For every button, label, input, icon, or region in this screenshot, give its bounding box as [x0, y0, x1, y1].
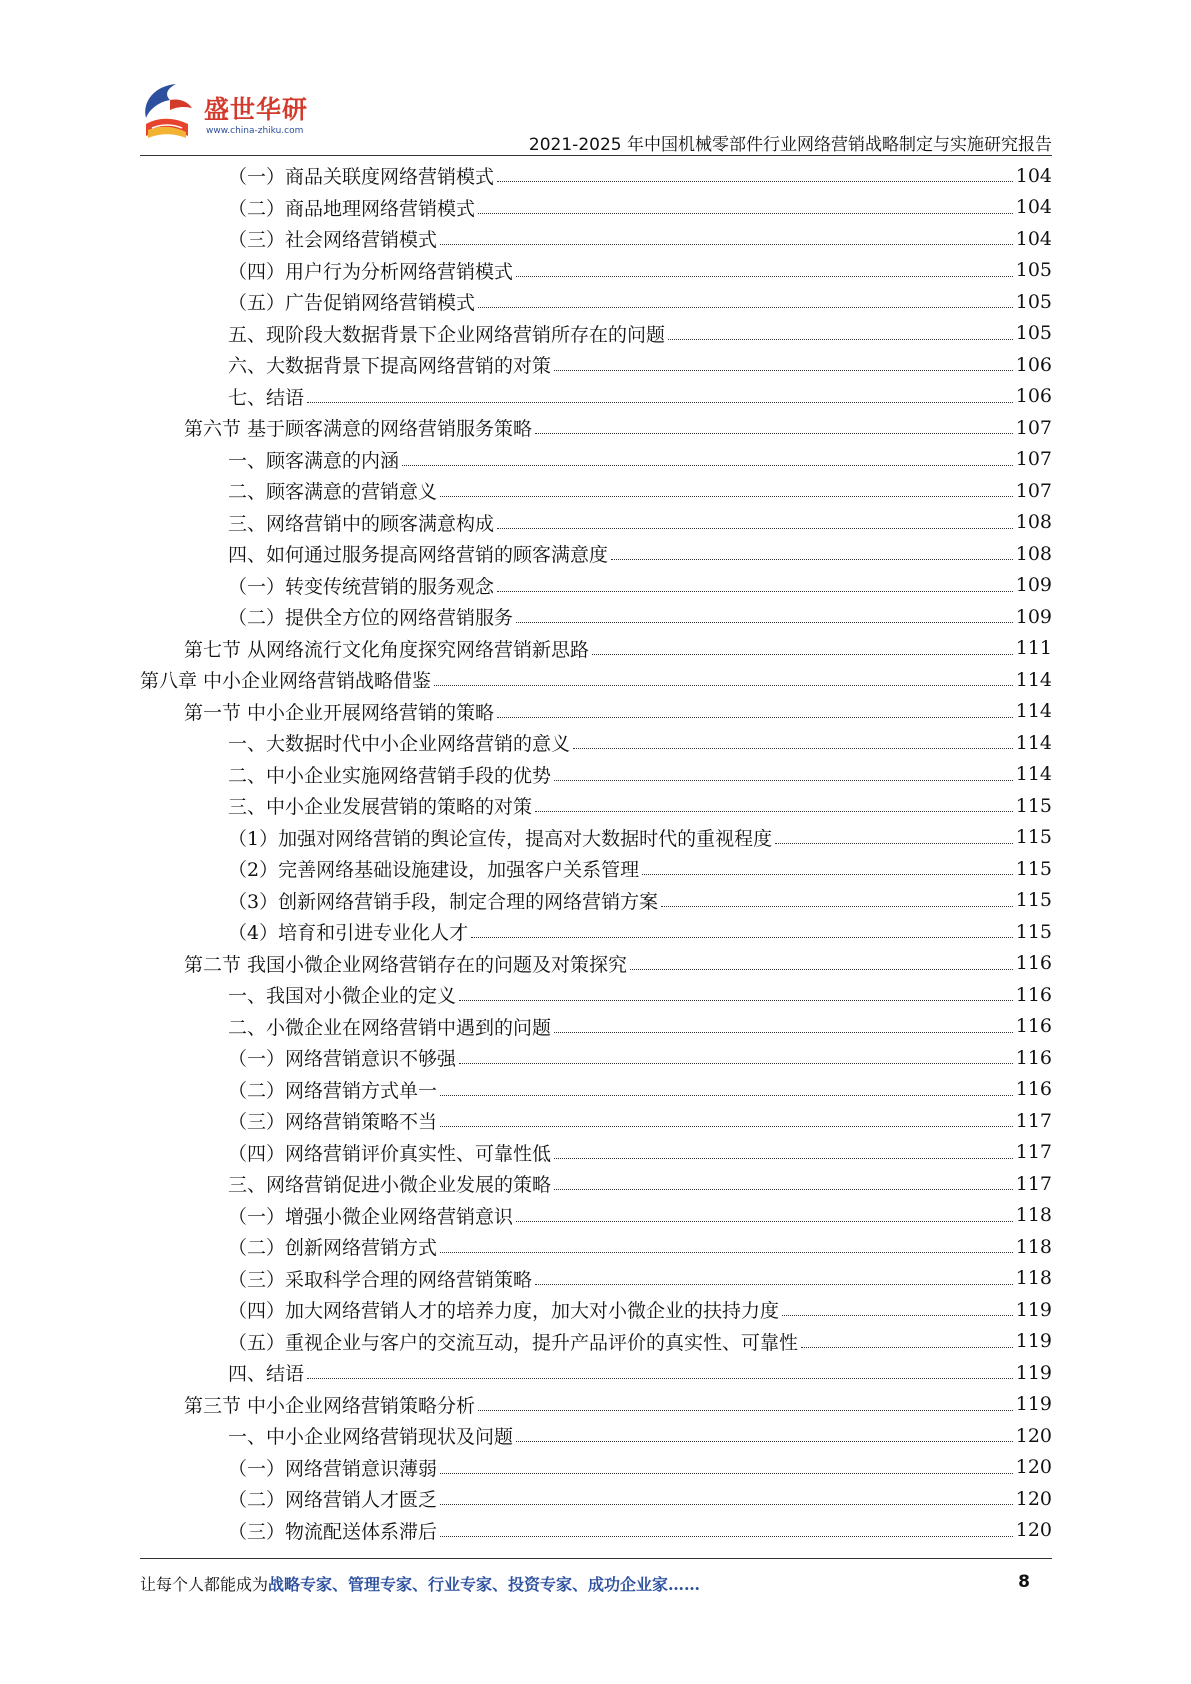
- toc-entry-title: （三）物流配送体系滞后: [228, 1520, 438, 1543]
- toc-entry-title: 第八章 中小企业网络营销战略借鉴: [140, 670, 432, 693]
- toc-dot-leader: [554, 1189, 1013, 1190]
- toc-entry[interactable]: [140, 601, 1052, 633]
- toc-entry-page: 109: [1015, 574, 1052, 597]
- toc-entry[interactable]: [140, 318, 1052, 350]
- toc-entry-title: （一）网络营销意识薄弱: [228, 1457, 438, 1480]
- toc-entry-page: 119: [1015, 1361, 1052, 1384]
- toc-entry-title: 四、如何通过服务提高网络营销的顾客满意度: [228, 544, 609, 567]
- toc-entry[interactable]: [140, 1231, 1052, 1263]
- toc-entry-page: 120: [1015, 1487, 1052, 1510]
- toc-dot-leader: [775, 843, 1013, 844]
- toc-dot-leader: [554, 1158, 1013, 1159]
- toc-entry[interactable]: [140, 885, 1052, 917]
- toc-entry-page: 106: [1015, 385, 1052, 408]
- toc-entry-title: （四）用户行为分析网络营销模式: [228, 260, 514, 283]
- toc-entry-page: 117: [1015, 1141, 1052, 1164]
- toc-entry-page: 106: [1015, 353, 1052, 376]
- toc-entry[interactable]: [140, 1074, 1052, 1106]
- toc-entry[interactable]: [140, 664, 1052, 696]
- toc-entry-title: （三）网络营销策略不当: [228, 1111, 438, 1134]
- toc-dot-leader: [307, 402, 1013, 403]
- toc-entry-page: 104: [1015, 196, 1052, 219]
- toc-entry[interactable]: [140, 1326, 1052, 1358]
- toc-entry-title: （2）完善网络基础设施建设，加强客户关系管理: [228, 859, 640, 882]
- toc-entry-page: 120: [1015, 1424, 1052, 1447]
- toc-dot-leader: [516, 1221, 1013, 1222]
- toc-entry-page: 108: [1015, 511, 1052, 534]
- toc-dot-leader: [440, 1252, 1013, 1253]
- toc-dot-leader: [440, 1504, 1013, 1505]
- toc-entry-page: 111: [1015, 637, 1052, 660]
- toc-entry-page: 117: [1015, 1172, 1052, 1195]
- toc-entry[interactable]: [140, 1011, 1052, 1043]
- toc-dot-leader: [611, 559, 1013, 560]
- header-rule: [140, 155, 1052, 156]
- toc-entry-title: （三）社会网络营销模式: [228, 229, 438, 252]
- toc-entry-page: 120: [1015, 1456, 1052, 1479]
- toc-dot-leader: [554, 1032, 1013, 1033]
- toc-entry-page: 107: [1015, 479, 1052, 502]
- toc-entry-title: （二）提供全方位的网络营销服务: [228, 607, 514, 630]
- toc-entry-page: 109: [1015, 605, 1052, 628]
- toc-dot-leader: [459, 1000, 1013, 1001]
- toc-dot-leader: [471, 937, 1013, 938]
- toc-dot-leader: [440, 1095, 1013, 1096]
- toc-entry[interactable]: [140, 1042, 1052, 1074]
- toc-entry-page: 108: [1015, 542, 1052, 565]
- toc-entry-page: 116: [1015, 1046, 1052, 1069]
- toc-entry[interactable]: [140, 192, 1052, 224]
- toc-entry-title: 七、结语: [228, 386, 305, 409]
- toc-entry-page: 119: [1015, 1330, 1052, 1353]
- toc-entry-page: 115: [1015, 794, 1052, 817]
- toc-dot-leader: [402, 465, 1013, 466]
- toc-dot-leader: [440, 244, 1013, 245]
- toc-dot-leader: [478, 307, 1013, 308]
- toc-entry-page: 115: [1015, 826, 1052, 849]
- toc-entry[interactable]: [140, 1515, 1052, 1547]
- toc-dot-leader: [440, 1473, 1013, 1474]
- toc-entry-title: 第六节 基于顾客满意的网络营销服务策略: [184, 418, 533, 441]
- toc-entry[interactable]: [140, 1200, 1052, 1232]
- toc-dot-leader: [642, 874, 1013, 875]
- toc-entry-page: 104: [1015, 227, 1052, 250]
- toc-entry-page: 116: [1015, 1015, 1052, 1038]
- toc-entry-title: 二、小微企业在网络营销中遇到的问题: [228, 1016, 552, 1039]
- toc-dot-leader: [554, 370, 1013, 371]
- toc-entry[interactable]: [140, 1452, 1052, 1484]
- toc-dot-leader: [434, 685, 1013, 686]
- toc-entry-title: 六、大数据背景下提高网络营销的对策: [228, 355, 552, 378]
- toc-entry-page: 116: [1015, 983, 1052, 1006]
- toc-entry-page: 105: [1015, 322, 1052, 345]
- toc-entry-title: 三、中小企业发展营销的策略的对策: [228, 796, 533, 819]
- slogan-prefix: 让每个人都能成为: [140, 1575, 269, 1594]
- toc-dot-leader: [535, 433, 1013, 434]
- toc-entry[interactable]: [140, 1389, 1052, 1421]
- toc-entry[interactable]: [140, 538, 1052, 570]
- toc-entry-title: 一、中小企业网络营销现状及问题: [228, 1426, 514, 1449]
- toc-dot-leader: [497, 717, 1013, 718]
- slogan-emphasis: 战略专家、管理专家、行业专家、投资专家、成功企业家……: [268, 1575, 701, 1594]
- toc-entry[interactable]: [140, 507, 1052, 539]
- toc-entry-title: （二）商品地理网络营销模式: [228, 197, 476, 220]
- toc-entry[interactable]: [140, 381, 1052, 413]
- toc-entry-page: 119: [1015, 1298, 1052, 1321]
- page-number: 8: [1018, 1572, 1030, 1592]
- toc-entry-page: 120: [1015, 1519, 1052, 1542]
- toc-entry[interactable]: [140, 349, 1052, 381]
- toc-entry-page: 118: [1015, 1204, 1052, 1227]
- toc-entry-title: （一）增强小微企业网络营销意识: [228, 1205, 514, 1228]
- toc-entry[interactable]: [140, 1483, 1052, 1515]
- toc-dot-leader: [440, 496, 1013, 497]
- toc-dot-leader: [668, 339, 1013, 340]
- footer-rule: [140, 1558, 1052, 1559]
- toc-dot-leader: [516, 1441, 1013, 1442]
- toc-entry-page: 114: [1015, 731, 1052, 754]
- toc-entry[interactable]: [140, 160, 1052, 192]
- page-header: [140, 80, 1052, 156]
- toc-dot-leader: [535, 1284, 1013, 1285]
- toc-entry-page: 107: [1015, 448, 1052, 471]
- toc-entry[interactable]: [140, 412, 1052, 444]
- toc-dot-leader: [478, 213, 1013, 214]
- toc-dot-leader: [516, 622, 1013, 623]
- toc-entry-title: 一、我国对小微企业的定义: [228, 985, 457, 1008]
- toc-dot-leader: [630, 969, 1013, 970]
- toc-dot-leader: [307, 1378, 1013, 1379]
- toc-entry-title: （五）广告促销网络营销模式: [228, 292, 476, 315]
- toc-dot-leader: [661, 906, 1013, 907]
- toc-entry[interactable]: [140, 916, 1052, 948]
- toc-entry-title: 五、现阶段大数据背景下企业网络营销所存在的问题: [228, 323, 666, 346]
- toc-entry-page: 116: [1015, 1078, 1052, 1101]
- toc-dot-leader: [535, 811, 1013, 812]
- toc-dot-leader: [801, 1347, 1013, 1348]
- brand-site: www.china-zhiku.com: [206, 126, 304, 136]
- toc-entry[interactable]: [140, 286, 1052, 318]
- toc-entry-title: 一、大数据时代中小企业网络营销的意义: [228, 733, 571, 756]
- toc-dot-leader: [516, 276, 1013, 277]
- toc-entry-title: （三）采取科学合理的网络营销策略: [228, 1268, 533, 1291]
- toc-entry[interactable]: [140, 1168, 1052, 1200]
- toc-entry-page: 115: [1015, 920, 1052, 943]
- toc-entry[interactable]: [140, 1105, 1052, 1137]
- toc-dot-leader: [478, 1410, 1013, 1411]
- toc-entry-page: 118: [1015, 1235, 1052, 1258]
- toc-entry[interactable]: [140, 255, 1052, 287]
- toc-entry-page: 114: [1015, 763, 1052, 786]
- toc-entry-title: 二、中小企业实施网络营销手段的优势: [228, 764, 552, 787]
- toc-entry-title: 四、结语: [228, 1363, 305, 1386]
- toc-dot-leader: [592, 654, 1013, 655]
- toc-entry-page: 114: [1015, 700, 1052, 723]
- toc-dot-leader: [554, 780, 1013, 781]
- toc-dot-leader: [440, 1536, 1013, 1537]
- toc-entry-page: 105: [1015, 259, 1052, 282]
- toc-dot-leader: [459, 1063, 1013, 1064]
- toc-entry-title: 三、网络营销促进小微企业发展的策略: [228, 1174, 552, 1197]
- toc-entry-page: 117: [1015, 1109, 1052, 1132]
- toc-dot-leader: [782, 1315, 1013, 1316]
- toc-entry-title: （四）网络营销评价真实性、可靠性低: [228, 1142, 552, 1165]
- toc-entry-title: （五）重视企业与客户的交流互动，提升产品评价的真实性、可靠性: [228, 1331, 799, 1354]
- toc-entry-page: 115: [1015, 889, 1052, 912]
- toc-entry-title: 一、顾客满意的内涵: [228, 449, 400, 472]
- toc-entry-page: 107: [1015, 416, 1052, 439]
- toc-entry-title: （一）转变传统营销的服务观念: [228, 575, 495, 598]
- toc-entry[interactable]: [140, 979, 1052, 1011]
- toc-entry-page: 116: [1015, 952, 1052, 975]
- toc-entry[interactable]: [140, 1357, 1052, 1389]
- toc-dot-leader: [573, 748, 1013, 749]
- toc-entry-title: （二）创新网络营销方式: [228, 1237, 438, 1260]
- toc-entry-page: 105: [1015, 290, 1052, 313]
- toc-entry[interactable]: [140, 696, 1052, 728]
- toc-entry[interactable]: [140, 822, 1052, 854]
- table-of-contents: [140, 160, 1052, 1546]
- toc-entry[interactable]: [140, 853, 1052, 885]
- toc-entry-title: 第七节 从网络流行文化角度探究网络营销新思路: [184, 638, 590, 661]
- toc-entry[interactable]: [140, 1263, 1052, 1295]
- toc-entry-page: 118: [1015, 1267, 1052, 1290]
- toc-entry-page: 115: [1015, 857, 1052, 880]
- toc-entry-title: 第二节 我国小微企业网络营销存在的问题及对策探究: [184, 953, 628, 976]
- toc-entry[interactable]: [140, 223, 1052, 255]
- toc-entry[interactable]: [140, 475, 1052, 507]
- toc-dot-leader: [497, 181, 1013, 182]
- toc-entry-page: 114: [1015, 668, 1052, 691]
- toc-entry-title: （1）加强对网络营销的舆论宣传，提高对大数据时代的重视程度: [228, 827, 773, 850]
- toc-entry[interactable]: [140, 444, 1052, 476]
- toc-dot-leader: [497, 591, 1013, 592]
- report-title: 2021-2025 年中国机械零部件行业网络营销战略制定与实施研究报告: [528, 135, 1052, 155]
- toc-dot-leader: [497, 528, 1013, 529]
- toc-entry-title: （二）网络营销方式单一: [228, 1079, 438, 1102]
- page-footer: [140, 1572, 1052, 1598]
- toc-entry-title: （四）加大网络营销人才的培养力度，加大对小微企业的扶持力度: [228, 1300, 780, 1323]
- toc-entry-title: （3）创新网络营销手段，制定合理的网络营销方案: [228, 890, 659, 913]
- toc-dot-leader: [440, 1126, 1013, 1127]
- toc-entry-title: 第三节 中小企业网络营销策略分析: [184, 1394, 476, 1417]
- toc-entry-page: 104: [1015, 164, 1052, 187]
- toc-entry[interactable]: [140, 570, 1052, 602]
- toc-entry-title: （二）网络营销人才匮乏: [228, 1489, 438, 1512]
- toc-entry-title: 二、顾客满意的营销意义: [228, 481, 438, 504]
- toc-entry[interactable]: [140, 1294, 1052, 1326]
- toc-entry-title: 第一节 中小企业开展网络营销的策略: [184, 701, 495, 724]
- toc-entry[interactable]: [140, 727, 1052, 759]
- toc-entry-page: 119: [1015, 1393, 1052, 1416]
- toc-entry-title: （一）网络营销意识不够强: [228, 1048, 457, 1071]
- toc-entry[interactable]: [140, 759, 1052, 791]
- toc-entry[interactable]: [140, 790, 1052, 822]
- toc-entry[interactable]: [140, 948, 1052, 980]
- toc-entry[interactable]: [140, 633, 1052, 665]
- toc-entry[interactable]: [140, 1137, 1052, 1169]
- toc-entry[interactable]: [140, 1420, 1052, 1452]
- toc-entry-title: （一）商品关联度网络营销模式: [228, 166, 495, 189]
- brand-name: 盛世华研: [204, 95, 309, 124]
- toc-entry-title: 三、网络营销中的顾客满意构成: [228, 512, 495, 535]
- toc-entry-title: （4）培育和引进专业化人才: [228, 922, 469, 945]
